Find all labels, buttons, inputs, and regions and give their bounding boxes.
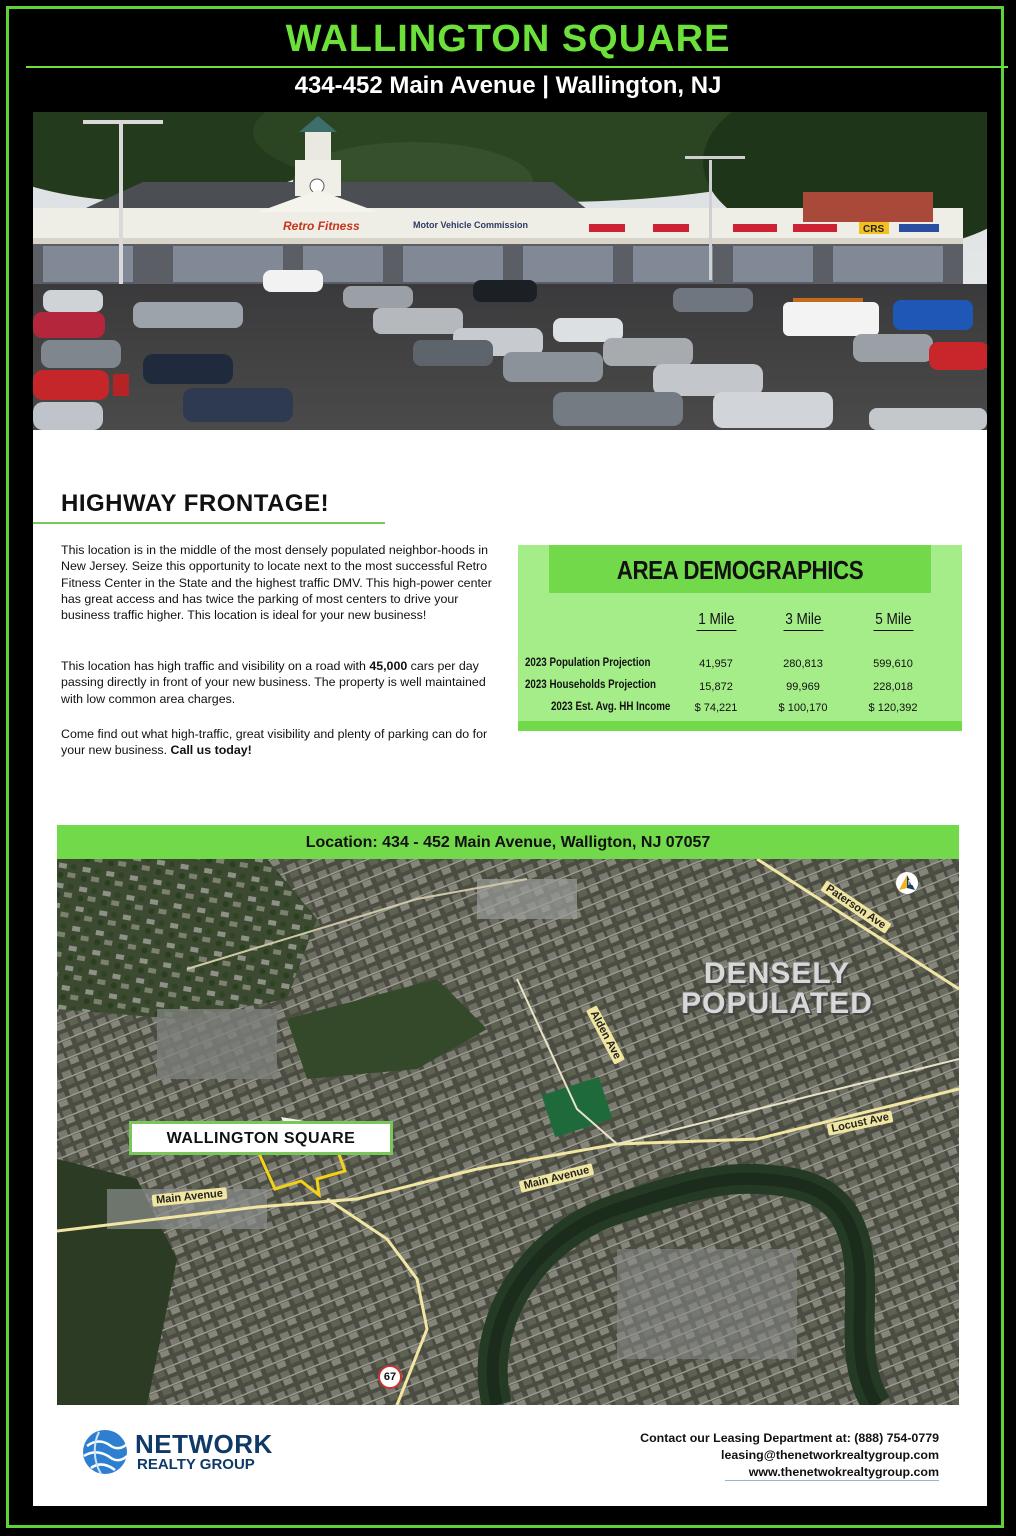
- section-heading: HIGHWAY FRONTAGE!: [61, 490, 330, 517]
- road-label-main-west: Main Avenue: [152, 1187, 228, 1207]
- call-to-action: Call us today!: [170, 743, 252, 758]
- row-label: 2023 Est. Avg. HH Income: [551, 701, 671, 713]
- section-heading-rule: [33, 522, 385, 524]
- table-cell: $ 120,392: [868, 702, 918, 714]
- table-cell: 280,813: [783, 658, 823, 670]
- column-header: 3 Mile: [768, 611, 838, 631]
- demographics-table: [518, 545, 962, 731]
- table-cell: 15,872: [699, 681, 733, 693]
- demographics-footer-bar: [518, 721, 962, 731]
- sign-retro-fitness: Retro Fitness: [283, 219, 360, 233]
- logo-wordmark: NETWORK: [135, 1429, 273, 1459]
- contact-email[interactable]: leasing@thenetworkrealtygroup.com: [721, 1448, 939, 1462]
- company-logo: [81, 1428, 281, 1478]
- table-cell: $ 100,170: [778, 702, 828, 714]
- demographics-title: AREA DEMOGRAPHICS: [549, 545, 931, 593]
- row-label: 2023 Population Projection: [525, 657, 651, 669]
- traffic-text: This location has high traffic and visibility on a road with: [61, 659, 370, 673]
- description-paragraph: This location is in the middle of the most densely populated neighbor-hoods in New Jersey. Seize this opportunity to locate next to the most successful Retro Fitness Center in the State and the highest traffic DMV. This high-power center has great access and has twice the parking of most centers to drive your business traffic higher. This location is ideal for your new business!: [61, 543, 492, 623]
- header-divider: [26, 66, 1008, 68]
- column-header: 1 Mile: [681, 611, 751, 631]
- logo-subtitle: REALTY GROUP: [137, 1456, 255, 1473]
- road-label-alden: Alden Ave: [586, 1005, 625, 1064]
- contact-underline: [725, 1480, 939, 1481]
- svg-text:N: N: [908, 880, 914, 887]
- flyer-content: [33, 112, 987, 1506]
- column-header: 5 Mile: [858, 611, 928, 631]
- road-label-locust: Locust Ave: [826, 1110, 894, 1136]
- traffic-text-end: cars per day passing directly in front of your new business. The property is well maintained with low common area charges.: [61, 659, 486, 706]
- row-label: 2023 Households Projection: [525, 679, 656, 691]
- table-cell: 99,969: [786, 681, 820, 693]
- globe-icon: [81, 1428, 129, 1476]
- road-label-paterson: Paterson Ave: [820, 880, 891, 933]
- traffic-count: 45,000: [369, 659, 408, 673]
- contact-phone: Contact our Leasing Department at: (888) 754-0779: [640, 1431, 939, 1445]
- page-title: WALLINGTON SQUARE: [285, 18, 731, 60]
- sign-crs: CRS: [863, 224, 885, 235]
- closing-paragraph: [61, 726, 496, 759]
- closing-text: Come find out what high-traffic, great visibility and plenty of parking can do for your new business.: [61, 727, 488, 758]
- compass-icon: [895, 871, 919, 895]
- road-label-main-east: Main Avenue: [519, 1163, 595, 1193]
- overlay-line-1: DENSELY: [704, 957, 850, 990]
- densely-populated-overlay: [657, 959, 897, 1019]
- location-bar: Location: 434 - 452 Main Avenue, Walligton, NJ 07057: [57, 825, 959, 859]
- contact-website[interactable]: www.thenetwokrealtygroup.com: [748, 1465, 939, 1479]
- overlay-line-2: POPULATED: [681, 987, 873, 1020]
- property-photo: [33, 112, 987, 430]
- table-cell: 228,018: [873, 681, 913, 693]
- page-subtitle: 434-452 Main Avenue | Wallington, NJ: [294, 72, 722, 99]
- site-label: WALLINGTON SQUARE: [129, 1121, 393, 1155]
- contact-block: [640, 1430, 939, 1481]
- table-cell: 599,610: [873, 658, 913, 670]
- table-cell: $ 74,221: [694, 702, 738, 714]
- aerial-map: [57, 859, 959, 1405]
- traffic-paragraph: [61, 658, 496, 707]
- sign-motor-vehicle: Motor Vehicle Commission: [413, 220, 529, 230]
- route-shield: 67: [378, 1365, 402, 1389]
- property-photo-illustration: [33, 112, 987, 430]
- table-cell: 41,957: [699, 658, 733, 670]
